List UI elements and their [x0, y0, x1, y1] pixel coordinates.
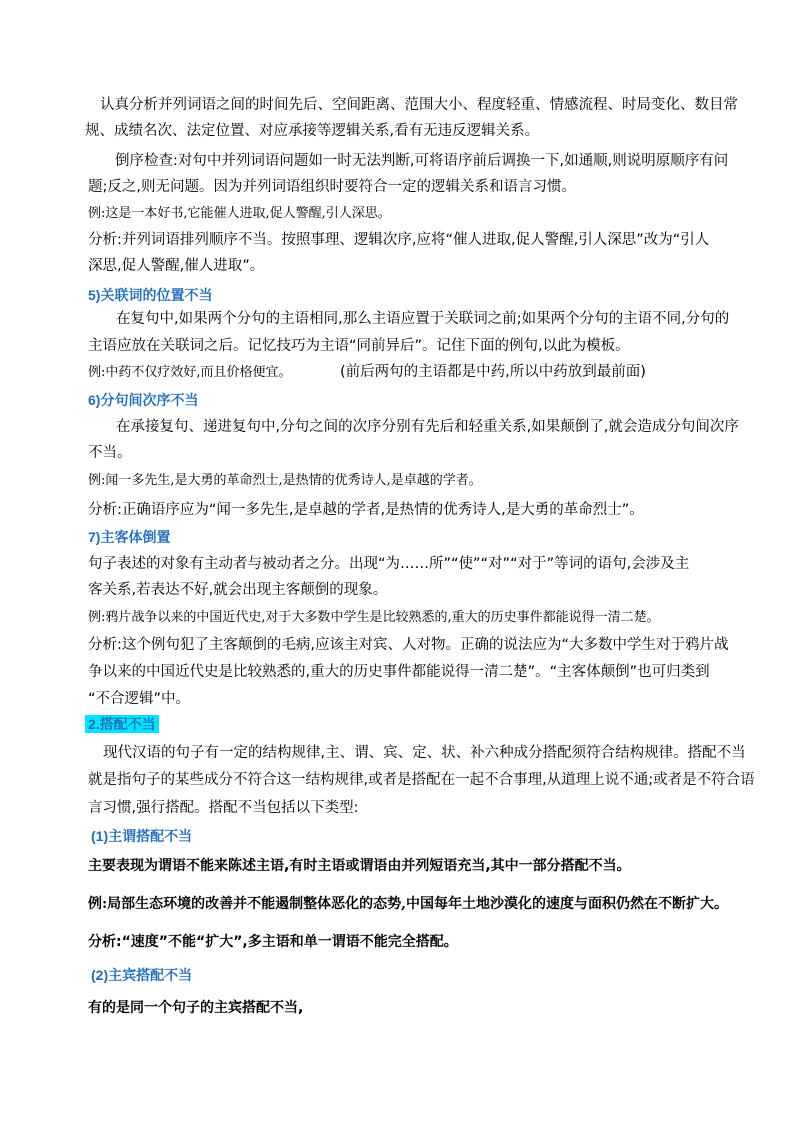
bold-line: 有的是同一个句子的主宾搭配不当, — [88, 1000, 304, 1016]
section-heading: 7)主客体倒置 — [88, 529, 171, 545]
paragraph-line: 言习惯,强行搭配。搭配不当包括以下类型: — [88, 800, 359, 816]
paragraph-line: 就是指句子的某些成分不符合这一结构规律,或者是搭配在一起不合事理,从道理上说不通;或者是不符合语 — [88, 772, 755, 788]
paragraph-line: 客关系,若表达不好,就会出现主客颠倒的现象。 — [88, 582, 388, 598]
section-heading-highlighted — [85, 717, 159, 731]
paragraph-line: 倒序检查:对句中并列词语问题如一时无法判断,可将语序前后调换一下,如通顺,则说明原顺序有问 — [115, 153, 729, 169]
analysis-line: 分析:“速度”不能“扩大”,多主语和单一谓语不能完全搭配。 — [88, 934, 458, 950]
section-heading: 5)关联词的位置不当 — [88, 287, 213, 303]
paragraph-line: 认真分析并列词语之间的时间先后、空间距离、范围大小、程度轻重、情感流程、时局变化、数目常 — [100, 97, 738, 113]
paragraph-line: 在承接复句、递进复句中,分句之间的次序分别有先后和轻重关系,如果颠倒了,就会造成分句间次序 — [116, 419, 739, 435]
paragraph-line: 不当。 — [88, 445, 132, 461]
paragraph-line: 主语应放在关联词之后。记忆技巧为主语“同前异后”。记住下面的例句,以此为模板。 — [88, 338, 630, 354]
example-line: 例:这是一本好书,它能催人进取,促人警醒,引人深思。 — [88, 206, 391, 221]
analysis-line: 分析:这个例句犯了主客颠倒的毛病,应该主对宾、人对物。正确的说法应为“大多数中学生对于鸦片战 — [88, 637, 729, 653]
analysis-line: 分析:正确语序应为“闻一多先生,是卓越的学者,是热情的优秀诗人,是大勇的革命烈士”。 — [88, 502, 644, 518]
example-line: 例:闻一多先生,是大勇的革命烈士,是热情的优秀诗人,是卓越的学者。 — [88, 473, 482, 488]
paragraph-line: 句子表述的对象有主动者与被动者之分。出现“为……所”“使”“对”“对于”等词的语句,会涉及主 — [88, 556, 690, 572]
paragraph-line: 题;反之,则无问题。因为并列词语组织时要符合一定的逻辑关系和语言习惯。 — [88, 179, 576, 195]
paragraph-line: 在复句中,如果两个分句的主语相同,那么主语应置于关联词之前;如果两个分句的主语不同,分句的 — [116, 311, 730, 327]
highlight-mark: 2.搭配不当 — [85, 715, 159, 733]
example-note: (前后两句的主语都是中药,所以中药放到最前面) — [340, 364, 646, 380]
example-line: 例:中药不仅疗效好,而且价格便宜。 — [88, 365, 292, 380]
example-line: 例:鸦片战争以来的中国近代史,对于大多数中学生是比较熟悉的,重大的历史事件都能说得一清二楚。 — [88, 610, 660, 625]
paragraph-line: 规、成绩名次、法定位置、对应承接等逻辑关系,看有无违反逻辑关系。 — [85, 123, 540, 139]
analysis-line: 争以来的中国近代史是比较熟悉的,重大的历史事件都能说得一清二楚”。“主客体颠倒”也可归类到 — [88, 664, 710, 680]
paragraph-line: 现代汉语的句子有一定的结构规律,主、谓、宾、定、状、补六种成分搭配须符合结构规律。搭配不当 — [103, 745, 746, 761]
analysis-line: 分析:并列词语排列顺序不当。按照事理、逻辑次序,应将“催人进取,促人警醒,引人深思”改为“引人 — [88, 232, 710, 248]
example-line: 例:局部生态环境的改善并不能遏制整体恶化的态势,中国每年土地沙漠化的速度与面积仍然在不断扩大。 — [88, 896, 729, 912]
section-heading: 6)分句间次序不当 — [88, 392, 199, 408]
subsection-heading: (1)主谓搭配不当 — [91, 828, 193, 844]
analysis-line: 深思,促人警醒,催人进取”。 — [88, 258, 265, 274]
analysis-line: “不合逻辑”中。 — [88, 691, 191, 707]
bold-line: 主要表现为谓语不能来陈述主语,有时主语或谓语由并列短语充当,其中一部分搭配不当。 — [88, 858, 631, 874]
subsection-heading: (2)主宾搭配不当 — [91, 967, 193, 983]
